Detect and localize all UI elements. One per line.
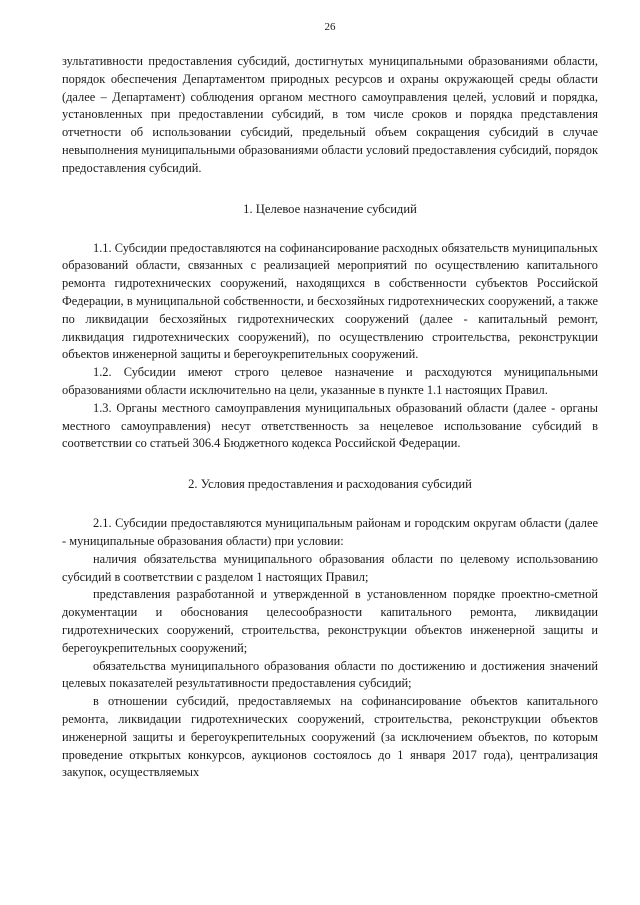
condition-procurement: в отношении субсидий, предоставляемых на софинансирование объектов капитального ремонта, ликвидации гидротехнических сооружений, строительства, реконструкции объектов инженерной защиты и берегоукрепительных сооружений (за исключением объектов, по которым проведение открытых конкурсов, аукционов состоялось до 1 января 2017 года), централизация закупок, осуществляемых: [62, 694, 598, 780]
condition-obligation: наличия обязательства муниципального образования области по целевому использованию субсидий в соответствии с разделом 1 настоящих Правил;: [62, 551, 598, 584]
page-number: 26: [324, 21, 336, 33]
paragraph-2-1: 2.1. Субсидии предоставляются муниципальным районам и городским округам области (далее - муниципальные образования области) при условии:: [62, 516, 598, 548]
condition-documentation: представления разработанной и утвержденной в установленном порядке проектно-сметной документации и обоснования целесообразности капитального ремонта, ликвидации гидротехнических сооружений, строительства, реконструкции объектов инженерной защиты и берегоукрепительных сооружений;: [62, 587, 598, 655]
section-2-heading: 2. Условия предоставления и расходования субсидий: [188, 477, 472, 492]
condition-indicators: обязательства муниципального образования области по достижению и достижения значений целевых показателей результативности предоставления субсидий;: [62, 658, 598, 691]
paragraph-1-1: 1.1. Субсидии предоставляются на софинансирование расходных обязательств муниципальных образований области, связанных с реализацией мероприятий по осуществлению капитального ремонта гидротехнических сооружений, находящихся в собственности субъектов Российской Федерации, в муниципальной собственности, и бесхозяйных гидротехнических сооружений, а также по ликвидации бесхозяйных гидротехнических сооружений (далее - капитальный ремонт, ликвидация гидротехнических сооружений), по осуществлению строительства, реконструкции объектов инженерной защиты и берегоукрепительных сооружений.: [62, 240, 598, 362]
section-1-heading: 1. Целевое назначение субсидий: [243, 201, 417, 216]
intro-paragraph: зультативности предоставления субсидий, достигнутых муниципальными образованиями области, порядок обеспечения Департаментом природных ресурсов и охраны окружающей среды области (далее – Департамент) соблюдения органом местного самоуправления целей, условий и порядка, установленных при предоставлении субсидий, в том числе сроков и порядка представления отчетности об использовании субсидий, предельный объем сокращения субсидий в случае невыполнения муниципальными образованиями области условий предоставления субсидий, порядок предоставления субсидий.: [62, 54, 598, 175]
paragraph-1-3: 1.3. Органы местного самоуправления муниципальных образований области (далее - органы местного самоуправления) несут ответственность за нецелевое использование субсидий в соответствии со статьей 306.4 Бюджетного кодекса Российской Федерации.: [62, 400, 598, 451]
paragraph-1-2: 1.2. Субсидии имеют строго целевое назначение и расходуются муниципальными образованиями области исключительно на цели, указанные в пункте 1.1 настоящих Правил.: [62, 365, 598, 397]
